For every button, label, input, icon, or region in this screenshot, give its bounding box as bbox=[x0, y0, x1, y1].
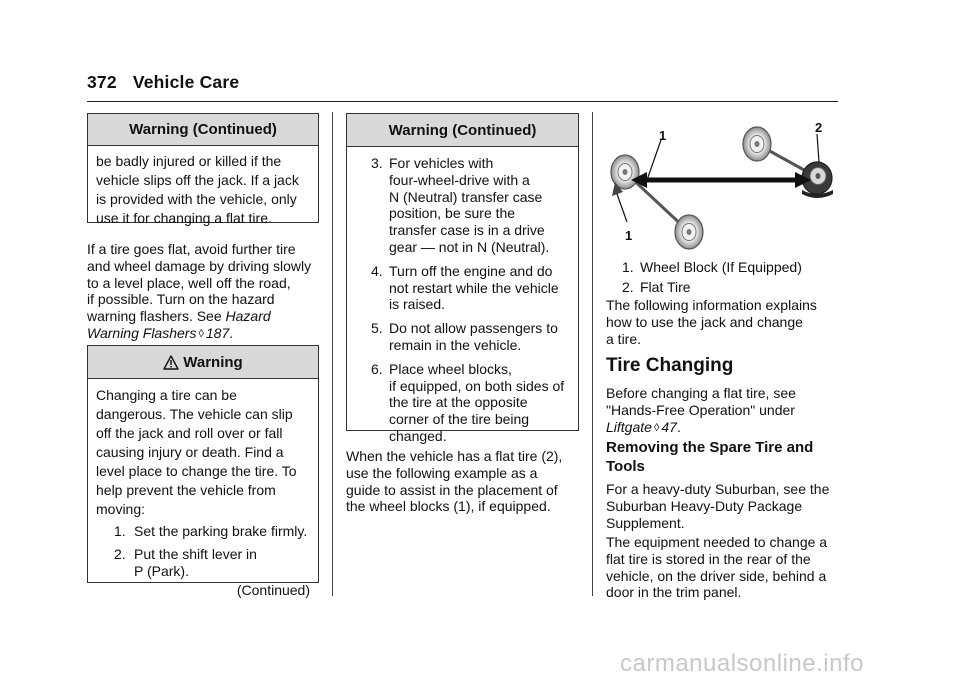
list-text: the tire at the opposite bbox=[389, 394, 528, 411]
wheel-block-illustration bbox=[605, 112, 845, 252]
warning-text-line: Changing a tire can be bbox=[96, 387, 237, 403]
paragraph-line bbox=[87, 325, 327, 344]
hazard-link-part1[interactable]: Hazard bbox=[225, 308, 271, 325]
wheel-front-right bbox=[675, 215, 703, 249]
list-text: position, be sure the bbox=[389, 205, 516, 222]
wheel-rear-left bbox=[743, 127, 771, 161]
list-text: Do not allow passengers to bbox=[389, 320, 558, 337]
hazard-link-part2[interactable]: Warning Flashers bbox=[87, 324, 197, 341]
column-divider-1 bbox=[332, 112, 333, 596]
paragraph-line: vehicle, on the driver side, behind a bbox=[606, 567, 827, 584]
list-item bbox=[371, 263, 570, 313]
list-number: 2. bbox=[114, 546, 126, 562]
warning-box-body bbox=[88, 379, 318, 606]
warning-text-line: off the jack and roll over or fall bbox=[96, 425, 283, 441]
list-text: is raised. bbox=[389, 296, 446, 313]
caption-item bbox=[622, 257, 842, 277]
figure-label-1: 1 bbox=[659, 128, 667, 143]
subsection-title-removing-spare bbox=[606, 438, 813, 476]
watermark: carmanualsonline.info bbox=[620, 650, 864, 677]
paragraph-line: When the vehicle has a flat tire (2), bbox=[346, 448, 563, 464]
paragraph-line: Suburban Heavy-Duty Package bbox=[606, 497, 803, 514]
list-item bbox=[371, 361, 570, 445]
warning-box-continued-2 bbox=[346, 113, 579, 444]
equipment-location-paragraph bbox=[606, 534, 846, 601]
list-text: if equipped, on both sides of bbox=[389, 377, 565, 394]
jack-info-paragraph bbox=[606, 297, 846, 347]
paragraph-line: and wheel damage by driving slowly bbox=[87, 257, 312, 274]
warning-box-body bbox=[88, 146, 318, 234]
page-ref-icon: ◊ bbox=[198, 327, 204, 340]
subsection-title-line: Removing the Spare Tire and bbox=[606, 439, 814, 456]
list-text: Place wheel blocks, bbox=[389, 360, 512, 377]
warning-text-line: use it for changing a flat tire. bbox=[96, 210, 272, 226]
paragraph-line: guide to assist in the placement of bbox=[346, 481, 558, 498]
list-number: 1. bbox=[114, 523, 126, 539]
list-text: changed. bbox=[389, 427, 447, 444]
caption-number: 1. bbox=[622, 259, 634, 275]
list-item bbox=[371, 155, 570, 256]
paragraph-line: the wheel blocks (1), if equipped. bbox=[346, 498, 551, 515]
warning-box-heading: Warning (Continued) bbox=[347, 114, 578, 147]
paragraph-line: a tire. bbox=[606, 330, 642, 347]
warning-steps-list bbox=[96, 523, 310, 580]
list-text: Put the shift lever in bbox=[134, 546, 257, 562]
paragraph-line: to a level place, well off the road, bbox=[87, 274, 291, 291]
subsection-title-line: Tools bbox=[606, 458, 645, 475]
list-text: Set the parking brake firmly. bbox=[134, 523, 308, 539]
page-number: 372 bbox=[87, 72, 117, 92]
wheel-block-paragraph bbox=[346, 448, 586, 515]
figure-captions bbox=[622, 257, 842, 297]
figure-label-1-bottom: 1 bbox=[625, 228, 633, 243]
warning-text-line: causing injury or death. Find a bbox=[96, 444, 284, 460]
paragraph-line: use the following example as a bbox=[346, 464, 538, 481]
paragraph-line: "Hands-Free Operation" under bbox=[606, 401, 795, 418]
leader-line bbox=[617, 194, 627, 222]
flat-tire-paragraph bbox=[87, 241, 327, 344]
caption-item bbox=[622, 277, 842, 297]
warning-text-line: help prevent the vehicle from bbox=[96, 482, 276, 498]
heavy-duty-paragraph bbox=[606, 481, 846, 531]
paragraph-line bbox=[606, 419, 846, 438]
warning-text-line: moving: bbox=[96, 501, 146, 517]
leader-line bbox=[817, 134, 819, 162]
paragraph-line: For a heavy-duty Suburban, see the bbox=[606, 481, 830, 497]
caption-text: Wheel Block (If Equipped) bbox=[640, 259, 802, 275]
list-number: 3. bbox=[371, 155, 383, 171]
paragraph-line: door in the trim panel. bbox=[606, 584, 742, 601]
list-text: Turn off the engine and do bbox=[389, 262, 553, 279]
page-ref-number[interactable]: 47 bbox=[661, 418, 677, 435]
figure-label-2: 2 bbox=[815, 120, 823, 135]
paragraph-line bbox=[87, 308, 327, 325]
paragraph-line: The equipment needed to change a bbox=[606, 534, 828, 550]
list-text: gear — not in N (Neutral). bbox=[389, 238, 550, 255]
continued-label: (Continued) bbox=[236, 582, 310, 598]
liftgate-link[interactable]: Liftgate bbox=[606, 418, 652, 435]
list-text: P (Park). bbox=[134, 563, 189, 579]
list-text: not restart while the vehicle bbox=[389, 279, 559, 296]
warning-box-body bbox=[347, 147, 578, 445]
paragraph-line: If a tire goes flat, avoid further tire bbox=[87, 241, 296, 257]
list-item bbox=[114, 546, 310, 580]
hands-free-paragraph bbox=[606, 385, 846, 437]
warning-text-line: is provided with the vehicle, only bbox=[96, 191, 297, 207]
period: . bbox=[229, 324, 234, 341]
warning-box bbox=[87, 345, 319, 598]
list-number: 5. bbox=[371, 320, 383, 337]
paragraph-line: The following information explains bbox=[606, 297, 817, 313]
list-text: For vehicles with bbox=[389, 155, 494, 171]
list-number: 6. bbox=[371, 360, 383, 377]
warning-triangle-icon bbox=[163, 355, 179, 370]
caption-text: Flat Tire bbox=[640, 279, 691, 295]
warning-box-heading: Warning (Continued) bbox=[88, 114, 318, 146]
paragraph-line: how to use the jack and change bbox=[606, 313, 803, 330]
page-ref-icon: ◊ bbox=[653, 421, 660, 434]
list-text: remain in the vehicle. bbox=[389, 336, 522, 353]
paragraph-text: warning flashers. See bbox=[87, 308, 226, 325]
list-text: N (Neutral) transfer case bbox=[389, 188, 543, 205]
section-title-tire-changing: Tire Changing bbox=[606, 355, 734, 376]
page-ref-number[interactable]: 187 bbox=[205, 324, 230, 341]
warning-text-line: level place to change the tire. To bbox=[96, 463, 297, 479]
warning-box-continued bbox=[87, 113, 319, 226]
page-header bbox=[87, 72, 239, 93]
column-divider-2 bbox=[592, 112, 593, 596]
warning-heading-text: Warning bbox=[183, 353, 243, 371]
paragraph-line: flat tire is stored in the rear of the bbox=[606, 550, 811, 567]
paragraph-line: if possible. Turn on the hazard bbox=[87, 291, 275, 308]
chapter-title: Vehicle Care bbox=[132, 72, 240, 92]
warning-steps-list bbox=[371, 155, 570, 445]
header-rule bbox=[87, 101, 838, 102]
list-text: corner of the tire being bbox=[389, 411, 530, 428]
leader-line bbox=[647, 140, 661, 180]
list-number: 4. bbox=[371, 262, 383, 279]
period: . bbox=[676, 418, 681, 435]
warning-text-line: vehicle slips off the jack. If a jack bbox=[96, 172, 299, 188]
caption-number: 2. bbox=[622, 279, 634, 295]
warning-text-line: be badly injured or killed if the bbox=[96, 153, 282, 169]
list-text: transfer case is in a drive bbox=[389, 222, 545, 239]
list-item bbox=[371, 320, 570, 354]
paragraph-line: Before changing a flat tire, see bbox=[606, 385, 796, 401]
paragraph-line: Supplement. bbox=[606, 514, 685, 531]
list-item bbox=[114, 523, 310, 540]
list-text: four-wheel-drive with a bbox=[389, 171, 530, 188]
warning-text-line: dangerous. The vehicle can slip bbox=[96, 406, 293, 422]
warning-box-heading bbox=[88, 346, 318, 379]
